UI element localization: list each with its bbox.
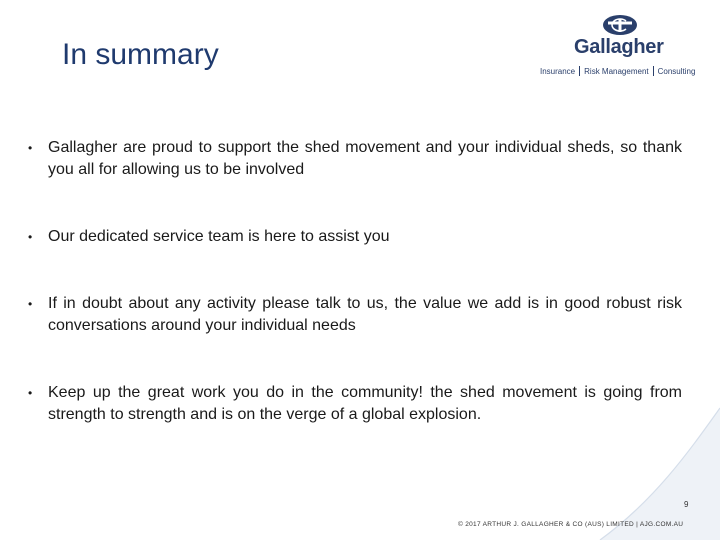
logo-tag-risk: Risk Management <box>584 67 649 76</box>
bullet-item <box>28 226 682 248</box>
logo-tag-insurance: Insurance <box>540 67 576 76</box>
logo-divider <box>579 66 580 76</box>
bullet-text: Our dedicated service team is here to assist you <box>48 228 390 245</box>
page-number: 9 <box>684 500 689 509</box>
bullet-dot-icon: • <box>28 141 33 155</box>
logo-wordmark: Gallagher <box>574 36 664 58</box>
logo-tag-consulting: Consulting <box>657 67 696 76</box>
gallagher-logo <box>540 14 702 80</box>
bullet-text: Keep up the great work you do in the community! the shed movement is going from strength to strength and is on the verge of a global explosion. <box>48 384 682 423</box>
bullet-text: Gallagher are proud to support the shed movement and your individual sheds, so thank you all for allowing us to be involved <box>48 139 682 178</box>
bullet-item <box>28 293 682 337</box>
logo-tagline <box>540 66 695 76</box>
slide-title: In summary <box>62 38 219 71</box>
bullet-text: If in doubt about any activity please talk to us, the value we add is in good robust risk conversations around your individual needs <box>48 295 682 334</box>
bullet-item <box>28 137 682 181</box>
bullet-dot-icon: • <box>28 386 33 400</box>
bullet-dot-icon: • <box>28 297 33 311</box>
gallagher-globe-icon <box>600 14 640 36</box>
footer-copyright: © 2017 ARTHUR J. GALLAGHER & CO (AUS) LIMITED | AJG.COM.AU <box>458 521 684 528</box>
bullet-dot-icon: • <box>28 230 33 244</box>
logo-divider <box>653 66 654 76</box>
decorative-corner-curve <box>560 380 720 540</box>
